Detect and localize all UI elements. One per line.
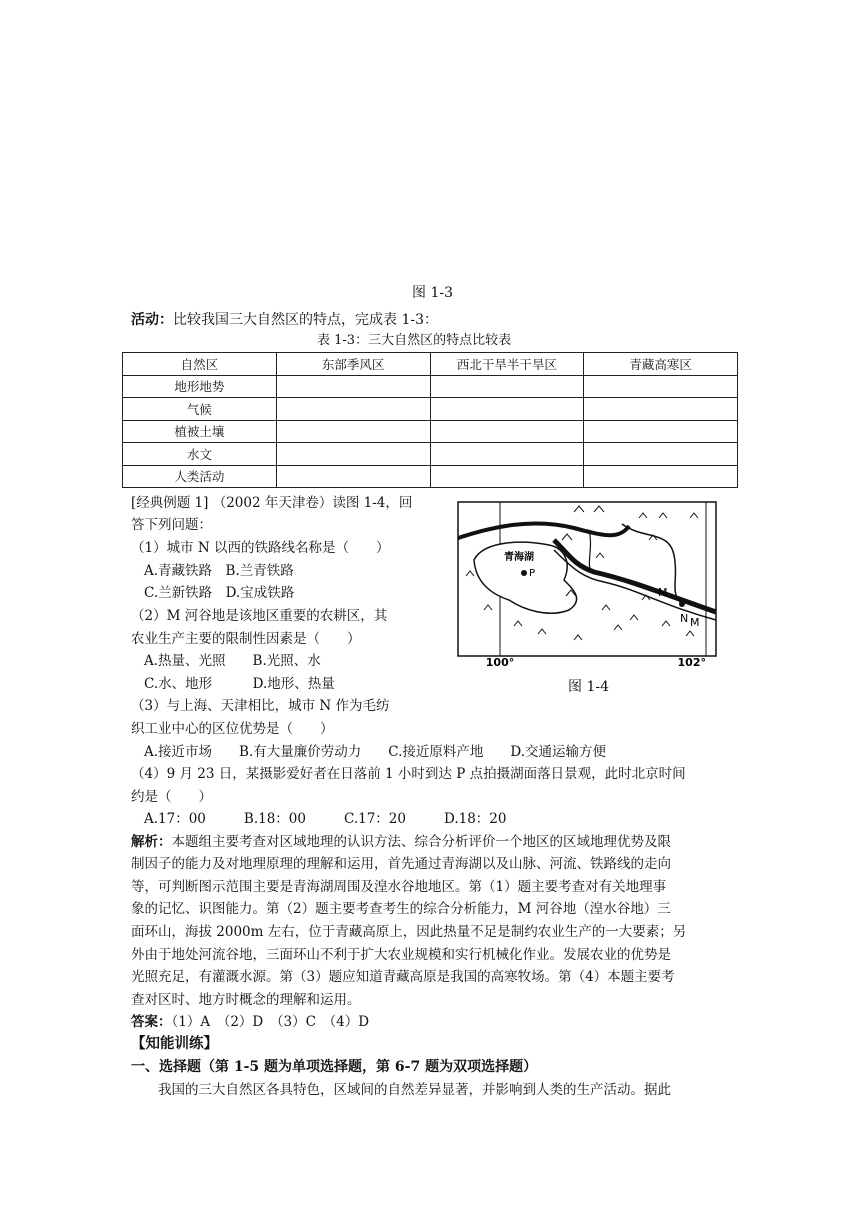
q4-options	[144, 808, 506, 830]
empty-cell[interactable]	[584, 443, 738, 466]
q4-option: C.17：20	[343, 811, 406, 827]
row-label: 水文	[123, 443, 277, 466]
table-header-row	[123, 353, 738, 376]
analysis-line-4: 象的记忆、识图能力。第（2）题主要考查考生的综合分析能力，M 河谷地（湟水谷地）三	[131, 901, 671, 917]
training-paragraph: 我国的三大自然区各具特色，区域间的自然差异显著，并影响到人类的生产活动。据此	[158, 1082, 671, 1098]
longitude-100-label: 100°	[485, 656, 515, 669]
activity-label: 活动：	[131, 312, 173, 328]
table-row	[123, 398, 738, 421]
answer-line	[131, 1011, 369, 1033]
empty-cell[interactable]	[584, 420, 738, 443]
table-header-cell: 自然区	[123, 353, 277, 376]
analysis-line-3: 等，可判断图示范围主要是青海湖周围及湟水谷地地区。第（1）题主要考查对有关地理事	[131, 879, 667, 895]
q4-text-2: 约是（ ）	[131, 789, 212, 805]
table-row	[123, 443, 738, 466]
empty-cell[interactable]	[584, 398, 738, 421]
river-m-label-2: M	[690, 616, 700, 629]
longitude-102-label: 102°	[677, 656, 706, 669]
point-p-label: P	[529, 568, 536, 579]
figure-1-3-caption: 图 1-3	[412, 285, 453, 301]
analysis-label: 解析：	[131, 834, 172, 850]
empty-cell[interactable]	[276, 420, 430, 443]
activity-line	[131, 309, 438, 331]
example-intro-2: 答下列问题：	[131, 517, 212, 533]
section-1-heading: 一、选择题（第 1-5 题为单项选择题，第 6-7 题为双项选择题）	[131, 1059, 538, 1075]
row-label: 人类活动	[123, 465, 277, 488]
q3-text-1: （3）与上海、天津相比，城市 N 作为毛纺	[131, 698, 390, 714]
city-n-label: N	[680, 612, 689, 625]
empty-cell[interactable]	[430, 420, 584, 443]
empty-cell[interactable]	[276, 398, 430, 421]
figure-1-4-caption: 图 1-4	[568, 679, 609, 695]
q1-options-1: A.青藏铁路 B.兰青铁路	[144, 563, 294, 579]
table-row	[123, 375, 738, 398]
analysis-line-6: 外由于地处河流谷地，三面环山不利于扩大农业规模和实行机械化作业。发展农业的优势是	[131, 947, 671, 963]
point-p-marker	[521, 570, 527, 576]
row-label: 地形地势	[123, 375, 277, 398]
example-intro-1: [经典例题 1] （2002 年天津卷）读图 1-4，回	[131, 495, 413, 511]
table-header-cell: 西北干旱半干旱区	[430, 353, 584, 376]
table-header-cell: 青藏高寒区	[584, 353, 738, 376]
q2-text-1: （2）M 河谷地是该地区重要的农耕区，其	[131, 608, 388, 624]
empty-cell[interactable]	[584, 375, 738, 398]
empty-cell[interactable]	[276, 465, 430, 488]
lake-label: 青海湖	[504, 552, 534, 563]
table-row	[123, 465, 738, 488]
analysis-line-7: 光照充足，有灌溉水源。第（3）题应知道青藏高原是我国的高寒牧场。第（4）本题主要考	[131, 969, 675, 985]
empty-cell[interactable]	[584, 465, 738, 488]
empty-cell[interactable]	[430, 443, 584, 466]
empty-cell[interactable]	[430, 465, 584, 488]
analysis-line-1	[131, 831, 671, 853]
q4-text-1: （4）9 月 23 日，某摄影爱好者在日落前 1 小时到达 P 点拍摄湖面落日景观，此时北京时间	[131, 766, 686, 782]
training-heading: 【知能训练】	[131, 1035, 218, 1052]
empty-cell[interactable]	[430, 398, 584, 421]
q3-text-2: 织工业中心的区位优势是（ ）	[131, 721, 334, 737]
analysis-line-2: 制因子的能力及对地理原理的理解和运用，首先通过青海湖以及山脉、河流、铁路线的走向	[131, 856, 671, 872]
table-header-cell: 东部季风区	[276, 353, 430, 376]
q1-text: （1）城市 N 以西的铁路线名称是（ ）	[131, 540, 390, 556]
comparison-table	[122, 352, 738, 488]
river-m-label: M	[658, 586, 668, 599]
q4-option: A.17：00	[144, 811, 206, 827]
table-row	[123, 420, 738, 443]
analysis-line-8: 查对区时、地方时概念的理解和运用。	[131, 992, 361, 1008]
row-label: 气候	[123, 398, 277, 421]
city-n-marker	[679, 601, 685, 607]
q2-text-2: 农业生产主要的限制性因素是（ ）	[131, 631, 361, 647]
empty-cell[interactable]	[276, 375, 430, 398]
q2-options-2: C.水、地形 D.地形、热量	[144, 676, 335, 692]
analysis-line-5: 面环山，海拔 2000m 左右，位于青藏高原上，因此热量不足是制约农业生产的一大要素；另	[131, 924, 687, 940]
q2-options-1: A.热量、光照 B.光照、水	[144, 653, 321, 669]
q4-option: B.18：00	[243, 811, 306, 827]
q3-options: A.接近市场 B.有大量廉价劳动力 C.接近原料产地 D.交通运输方便	[144, 744, 607, 760]
empty-cell[interactable]	[276, 443, 430, 466]
q1-options-2: C.兰新铁路 D.宝成铁路	[144, 585, 295, 601]
row-label: 植被土壤	[123, 420, 277, 443]
q4-option: D.18：20	[443, 811, 507, 827]
map-figure-1-4	[454, 500, 724, 670]
empty-cell[interactable]	[430, 375, 584, 398]
analysis-text: 本题组主要考查对区域地理的认识方法、综合分析评价一个地区的区域地理优势及限	[171, 834, 671, 850]
table-title: 表 1-3：三大自然区的特点比较表	[317, 333, 512, 348]
answer-text: （1）A （2）D （3）C （4）D	[171, 1014, 370, 1030]
activity-text: 比较我国三大自然区的特点，完成表 1-3：	[173, 312, 438, 328]
answer-label: 答案：	[131, 1014, 172, 1030]
